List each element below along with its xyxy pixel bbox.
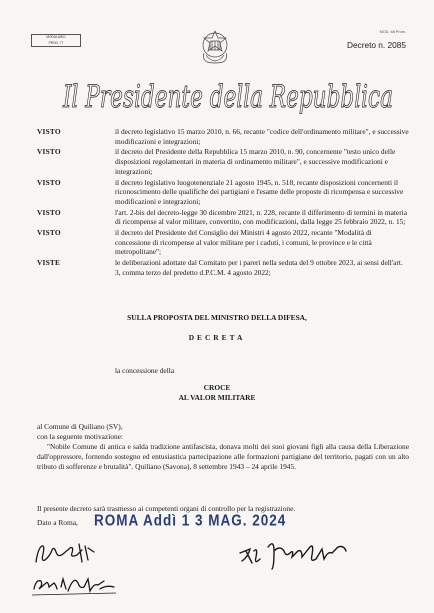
row-text: il decreto del Presidente della Repubblica 15 marzo 2010, n. 90, concernente "testo unico delle disposizioni regolamentari in materia di ordinamento militare", e successive modificazioni e integrazioni; <box>115 147 396 176</box>
row-keyword: VISTO <box>37 127 61 136</box>
proposal-line: SULLA PROPOSTA DEL MINISTRO DELLA DIFESA, <box>127 313 307 322</box>
award-line2: AL VALOR MILITARE <box>178 393 256 402</box>
row-keyword: VISTO <box>37 147 61 157</box>
visto-row <box>37 178 409 207</box>
award-line1: CROCE <box>203 383 231 392</box>
row-keyword: VISTO <box>37 207 61 217</box>
italian-emblem-icon <box>199 29 231 65</box>
visto-row <box>37 208 409 227</box>
place-line: Dato a Roma, <box>37 518 78 527</box>
decreta-heading: DECRETA <box>188 333 246 342</box>
row-keyword: VISTE <box>37 258 61 268</box>
row-text: il decreto del Presidente del Consiglio dei Ministri 4 agosto 2022, recante "Modalità di concessione di ricompense al valor militare per i caduti, i comuni, le province e le città metropolitane"; <box>115 228 372 257</box>
heading-text: Il Presidente della Repubblica <box>62 79 393 115</box>
row-keyword: VISTO <box>37 228 61 238</box>
visto-row <box>37 127 409 146</box>
motivation-text: "Nobile Comune di antica e salda tradizione antifascista, donava molti dei suoi giovani figli alla causa della Liberazione dall'oppressore, fornendo sostegno ed entusiastica partecipazione alle formazioni partigiane del territorio, pagati con un alto tributo di sofferenze e brutalità". Quiliano (Savona), 8 settembre 1943 – 24 aprile 1945. <box>37 442 409 471</box>
row-text: il decreto legislativo luogotenenziale 21 agosto 1945, n. 518, recante disposizioni concernenti il riconoscimento delle qualifiche dei partigiani e l'esame delle proposte di ricompensa e successive modificazioni e integrazioni; <box>115 177 404 206</box>
visto-row <box>37 147 409 176</box>
signature-minister-icon <box>30 540 102 570</box>
visto-section <box>37 127 409 279</box>
row-text: l'art. 2-bis del decreto-legge 30 dicembre 2021, n. 228, recante il differimento di termini in materia di ricompense al valor militare, convertito, con modificazioni, dalla legge 25 febbraio 2022, n. 15; <box>115 207 407 227</box>
page-heading <box>58 70 398 120</box>
viste-row <box>37 258 409 277</box>
decree-number: Decreto n. 2085 <box>346 40 406 50</box>
recipient-block <box>37 422 123 441</box>
form-code-line1: MODULARIO <box>46 35 66 39</box>
award-title <box>0 383 434 403</box>
visto-row <box>37 228 409 257</box>
signature-president-icon <box>234 537 354 573</box>
row-text: il decreto legislativo 15 marzo 2010, n. 66, recante "codice dell'ordinamento militare", e successive modificazioni e integrazioni; <box>115 127 409 146</box>
form-code-line2: PROG. 77 <box>48 40 64 45</box>
recipient-line1: al Comune di Quiliano (SV), <box>37 422 123 431</box>
row-text: le deliberazioni adottate dal Comitato per i pareri nella seduta del 9 ottobre 2023, ai sensi dell'art. 3, comma terzo del predetto d.P.C.M. 4 agosto 2022; <box>115 258 403 277</box>
concession-line: la concessione della <box>115 366 175 375</box>
row-keyword: VISTO <box>37 177 61 187</box>
date-stamp: ROMA Addì 1 3 MAG. 2024 <box>94 511 287 530</box>
form-code-box <box>31 34 81 47</box>
margin-print-mark <box>14 383 20 493</box>
signature-countersign-icon <box>30 571 120 599</box>
transmission-note: Il presente decreto sarà trasmesso ai competenti organi di controllo per la registrazione. <box>37 504 296 513</box>
form-model-label: MOD. 68 Prom. <box>379 30 406 34</box>
recipient-line2: con la seguente motivazione: <box>37 431 123 441</box>
